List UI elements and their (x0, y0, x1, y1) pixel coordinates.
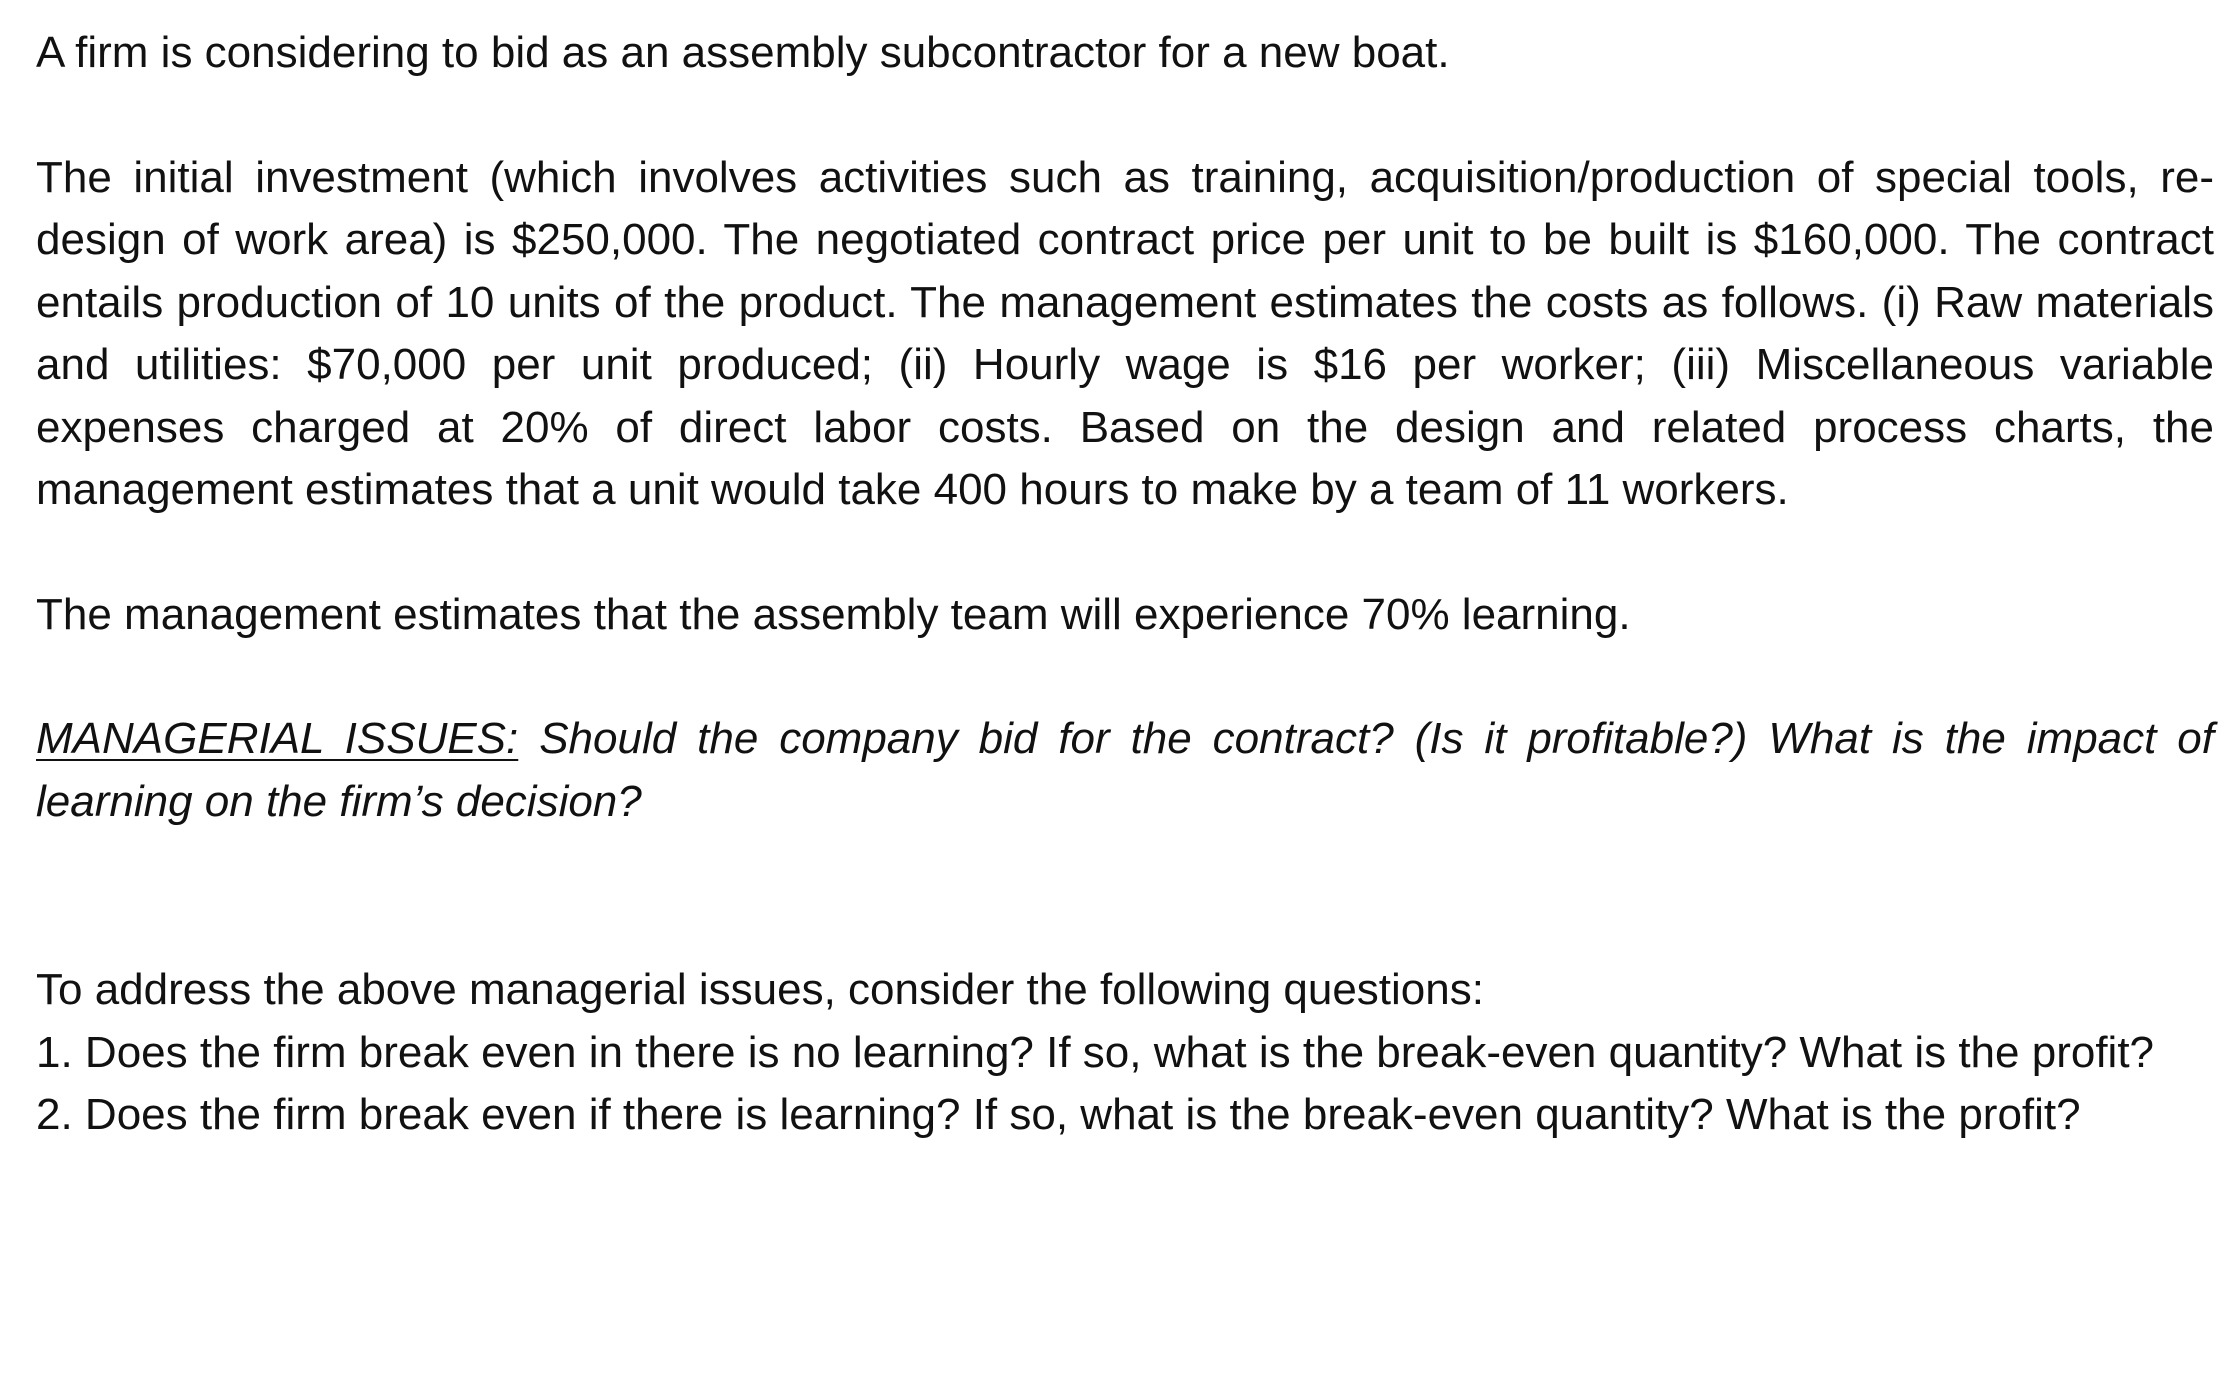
details-paragraph: The initial investment (which involves activities such as training, acquisition/production of special tools, re-design of work area) is $250,000. The negotiated contract price per unit to be built is $160,000. The contract entails production of 10 units of the product. The management estimates the costs as follows. (i) Raw materials and utilities: $70,000 per unit produced; (ii) Hourly wage is $16 per worker; (iii) Miscellaneous variable expenses charged at 20% of direct labor costs. Based on the design and related process charts, the management estimates that a unit would take 400 hours to make by a team of 11 workers. (36, 152, 2214, 514)
questions-intro: To address the above managerial issues, consider the following questions: (36, 965, 1484, 1014)
managerial-issues-paragraph (36, 708, 2214, 833)
managerial-issues-text: Should the company bid for the contract? (Is it profitable?) What is the impact of learning on the firm’s decision? (36, 714, 2214, 826)
question-1: 1. Does the firm break even in there is no learning? If so, what is the break-even quantity? What is the profit? (36, 1027, 2155, 1077)
document-body (36, 22, 2214, 1147)
question-2: 2. Does the firm break even if there is learning? If so, what is the break-even quantity? What is the profit? (36, 1090, 2081, 1139)
managerial-issues-label: MANAGERIAL ISSUES: (36, 714, 519, 763)
intro-paragraph: A firm is considering to bid as an assembly subcontractor for a new boat. (36, 28, 1450, 77)
question-list (36, 1022, 2214, 1147)
learning-paragraph: The management estimates that the assembly team will experience 70% learning. (36, 589, 1631, 639)
